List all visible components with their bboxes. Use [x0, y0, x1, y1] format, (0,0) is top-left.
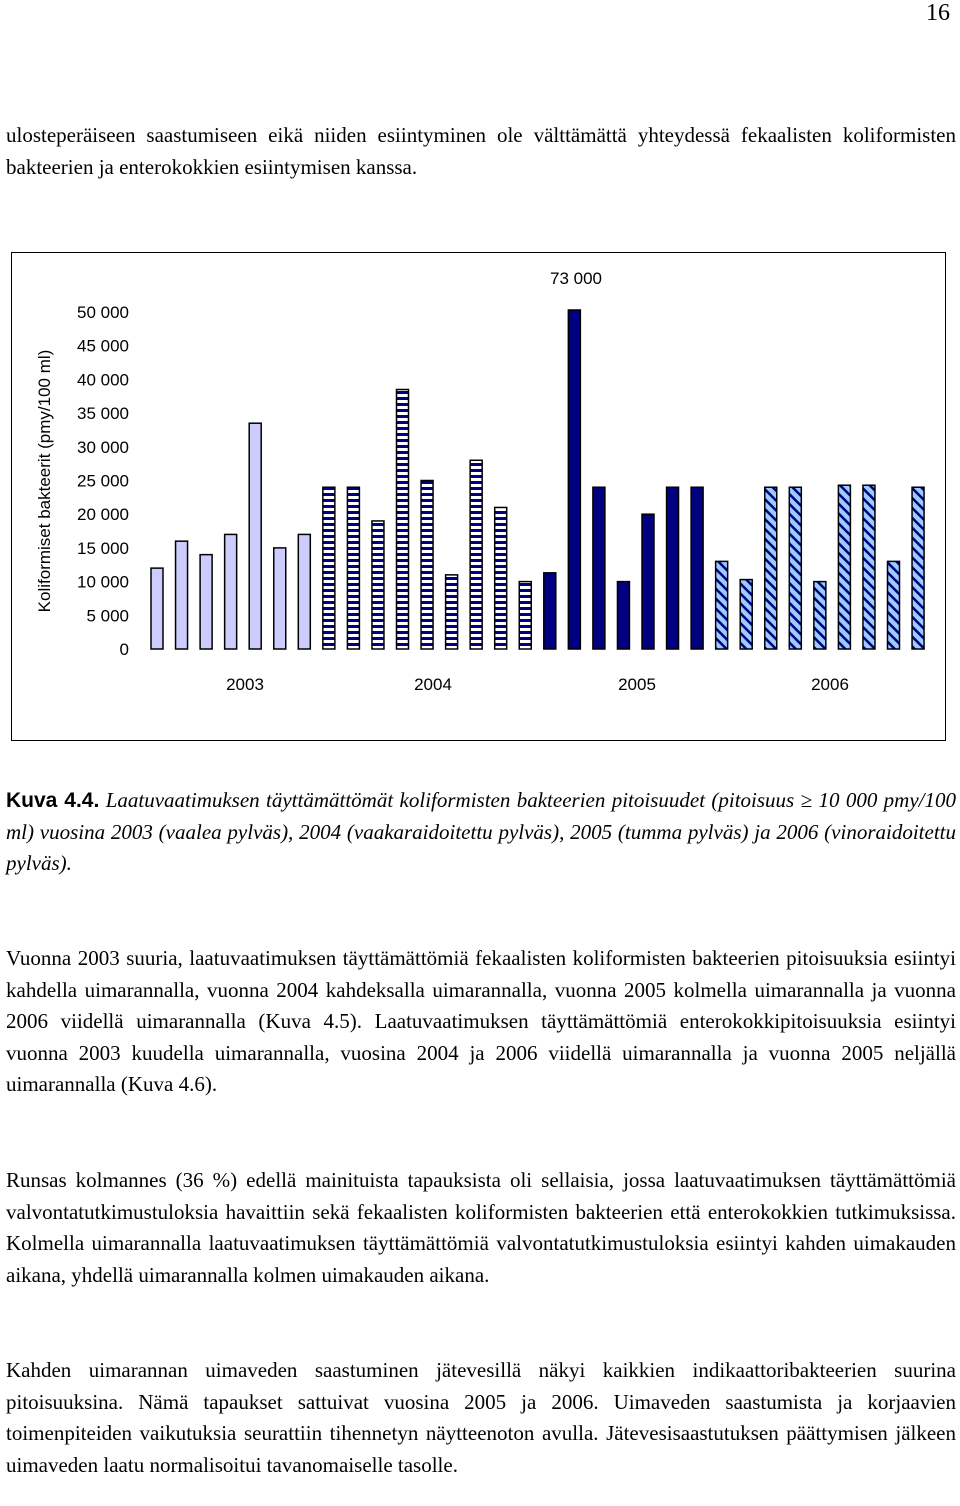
paragraph-intro: ulosteperäiseen saastumiseen eikä niiden esiintyminen ole välttämättä yhteydessä fekaalisten koliformisten bakteerien ja enterokokkien esiintymisen kanssa. [6, 123, 956, 179]
caption-label: Kuva 4.4. [6, 789, 100, 812]
bar-2004 [421, 481, 433, 650]
bar-2006 [789, 487, 801, 649]
paragraph-4: Kahden uimarannan uimaveden saastuminen jätevesillä näkyi kaikkien indikaattoribakteerien suurina pitoisuuksina. Nämä tapaukset sattuivat vuosina 2005 ja 2006. Uimaveden saastumista ja korjaavien toimenpiteiden vaikutuksia seurattiin tihennetyn näytteenoton avulla. Jätevesisaastutuksen päättymisen jälkeen uimaveden laatu normalisoitui tavanomaiselle tasolle. [6, 1358, 956, 1477]
y-tick-label: 15 000 [77, 538, 129, 558]
y-tick-label: 35 000 [77, 404, 129, 424]
bar-2004 [495, 507, 507, 649]
y-axis-title [35, 350, 54, 613]
year-label-2006: 2006 [811, 675, 849, 694]
bar-2003 [298, 534, 310, 649]
annotation-label: 73 000 [550, 269, 602, 288]
y-tick-label: 5 000 [86, 606, 129, 626]
y-tick-label: 30 000 [77, 437, 129, 457]
y-axis-title-text: Koliformiset bakteerit (pmy/100 ml) [35, 349, 54, 613]
bar-2004 [372, 521, 384, 649]
bar-2003 [274, 548, 286, 649]
bar-2006 [912, 487, 924, 649]
y-tick-label: 50 000 [77, 303, 129, 322]
bar-2006 [716, 561, 728, 649]
caption-text: Laatuvaatimuksen täyttämättömät koliformisten bakteerien pitoisuudet (pitoisuus ≥ 10 000 pmy/100 ml) vuosina 2003 (vaalea pylväs), 2004 (vaakaraidoitettu pylväs), 2005 (tumma pylväs) ja 2006 (vinoraidoitettu pylväs). [6, 788, 957, 875]
chart-frame [11, 252, 946, 741]
page-number: 16 [926, 0, 950, 26]
bar-2005 [544, 573, 556, 649]
bar-2004 [446, 575, 458, 649]
y-tick-label: 45 000 [77, 336, 129, 356]
bar-2005 [691, 487, 703, 649]
bar-2006 [838, 485, 850, 649]
bar-2005 [568, 310, 580, 649]
bar-2006 [765, 487, 777, 649]
bar-2006 [814, 582, 826, 649]
year-label-2004: 2004 [414, 675, 452, 694]
bar-2005 [593, 487, 605, 649]
bar-2004 [323, 487, 335, 649]
bar-2004 [347, 487, 359, 649]
year-label-2005: 2005 [618, 675, 656, 694]
bar-2004 [470, 460, 482, 649]
bar-2005 [617, 582, 629, 649]
bar-2004 [397, 390, 409, 649]
bar-2003 [249, 423, 261, 649]
bar-2005 [667, 487, 679, 649]
bar-2003 [200, 555, 212, 649]
coliform-bar-chart [12, 253, 947, 742]
y-tick-label: 0 [119, 640, 129, 659]
bar-2003 [151, 568, 163, 649]
figure-caption [6, 785, 956, 880]
y-tick-label: 10 000 [77, 572, 129, 592]
bar-2006 [888, 561, 900, 649]
paragraph-2: Vuonna 2003 suuria, laatuvaatimuksen täyttämättömiä fekaalisten koliformisten bakteerien pitoisuuksia esiintyi kahdella uimarannalla, vuonna 2004 kahdeksalla uimarannalla, vuonna 2005 kolmella uimarannalla ja vuonna 2006 viidellä uimarannalla (Kuva 4.5). Laatuvaatimuksen täyttämättömiä enterokokkipitoisuuksia esiintyi vuonna 2003 kuudella uimarannalla, vuosina 2004 ja 2006 viidellä uimarannalla ja vuonna 2005 neljällä uimarannalla (Kuva 4.6). [6, 946, 956, 1096]
bar-2006 [863, 485, 875, 649]
bar-2004 [519, 582, 531, 649]
bar-2003 [225, 534, 237, 649]
bar-2006 [740, 580, 752, 649]
paragraph-3: Runsas kolmannes (36 %) edellä mainituista tapauksista oli sellaisia, jossa laatuvaatimuksen täyttämättömiä valvontatutkimustuloksia havaittiin sekä fekaalisten koliformisten bakteerien että enterokokkien tutkimuksissa. Kolmella uimarannalla laatuvaatimuksen täyttämättömiä valvontatutkimustuloksia esiintyi kahden uimakauden aikana, yhdellä uimarannalla kolmen uimakauden aikana. [6, 1168, 956, 1287]
y-tick-label: 20 000 [77, 505, 129, 525]
y-tick-label: 40 000 [77, 370, 129, 390]
bar-2003 [176, 541, 188, 649]
y-tick-label: 25 000 [77, 471, 129, 491]
year-label-2003: 2003 [226, 675, 264, 694]
bar-2005 [642, 514, 654, 649]
